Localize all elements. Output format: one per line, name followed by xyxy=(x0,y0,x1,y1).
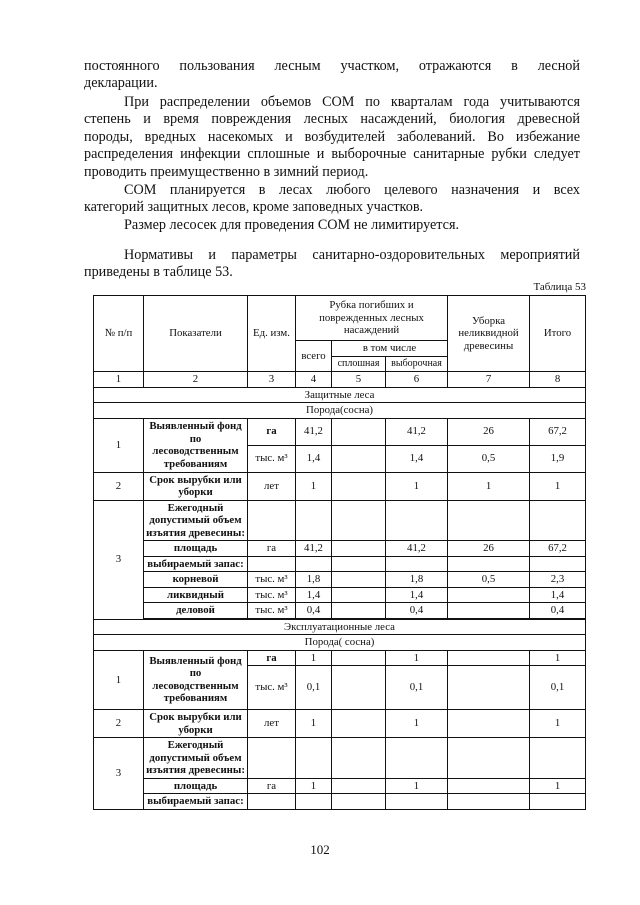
text-line: распределения инфекции сплошные и выборочные санитарные рубки следует xyxy=(84,146,580,163)
value-cell: 0,1 xyxy=(386,666,448,710)
unit-cell: га xyxy=(248,541,296,557)
unit-cell: лет xyxy=(248,472,296,500)
column-number: 2 xyxy=(144,372,248,388)
value-cell: 1 xyxy=(386,472,448,500)
value-cell xyxy=(332,472,386,500)
value-cell xyxy=(448,587,530,603)
value-cell xyxy=(448,603,530,619)
value-cell: 41,2 xyxy=(386,541,448,557)
value-cell: 1,4 xyxy=(296,587,332,603)
text-line: категорий защитных лесов, кроме заповедных участков. xyxy=(84,199,424,216)
section-title: Защитные леса xyxy=(94,387,586,403)
paragraph-4 xyxy=(84,217,580,234)
value-cell: 0,4 xyxy=(296,603,332,619)
value-cell: 1 xyxy=(386,778,448,794)
unit-cell: лет xyxy=(248,710,296,738)
value-cell: 1 xyxy=(296,778,332,794)
sub-label: выбираемый запас: xyxy=(144,794,248,810)
value-cell: 0,4 xyxy=(530,603,586,619)
value-cell: 0,1 xyxy=(296,666,332,710)
unit-cell: тыс. м³ xyxy=(248,445,296,472)
header-unit: Ед. изм. xyxy=(248,296,296,372)
value-cell: 1 xyxy=(296,710,332,738)
sub-label: выбираемый запас: xyxy=(144,556,248,572)
value-cell xyxy=(332,666,386,710)
value-cell: 0,4 xyxy=(386,603,448,619)
value-cell: 1 xyxy=(296,472,332,500)
row-number: 2 xyxy=(94,472,144,500)
header-indicator: Показатели xyxy=(144,296,248,372)
value-cell xyxy=(448,650,530,666)
value-cell xyxy=(448,778,530,794)
value-cell: 1,9 xyxy=(530,445,586,472)
column-number: 8 xyxy=(530,372,586,388)
table-caption: Таблица 53 xyxy=(533,281,586,293)
row-label: Ежегодный допустимый объем изъятия древесины: xyxy=(144,738,248,779)
value-cell: 26 xyxy=(448,541,530,557)
sub-label: корневой xyxy=(144,572,248,588)
value-cell: 1 xyxy=(530,778,586,794)
row-number: 3 xyxy=(94,738,144,810)
value-cell: 41,2 xyxy=(386,418,448,445)
value-cell xyxy=(332,418,386,445)
text-line: проводить преимущественно в зимний период. xyxy=(84,163,369,180)
row-label: Выявленный фонд по лесоводственным требованиям xyxy=(144,650,248,710)
text-line: При распределении объемов СОМ по кварталам года учитываются xyxy=(124,94,580,110)
column-number: 3 xyxy=(248,372,296,388)
paragraph-3 xyxy=(84,182,580,217)
value-cell: 0,5 xyxy=(448,572,530,588)
value-cell: 1,8 xyxy=(296,572,332,588)
header-cleanup: Уборка неликвидной древесины xyxy=(448,296,530,372)
value-cell: 1 xyxy=(448,472,530,500)
text-line: постоянного пользования лесным участком, отражаются в лесной xyxy=(84,58,580,74)
header-total: Итого xyxy=(530,296,586,372)
header-total-all: всего xyxy=(296,341,332,372)
value-cell: 1 xyxy=(530,710,586,738)
row-number: 3 xyxy=(94,500,144,619)
row-label: Ежегодный допустимый объем изъятия древесины: xyxy=(144,500,248,541)
text-line: декларации. xyxy=(84,75,158,92)
header-including: в том числе xyxy=(332,341,448,357)
column-number: 4 xyxy=(296,372,332,388)
value-cell: 1 xyxy=(386,710,448,738)
breed-title: Порода(сосна) xyxy=(94,403,586,419)
value-cell: 2,3 xyxy=(530,572,586,588)
unit-cell: га xyxy=(248,418,296,445)
value-cell xyxy=(332,445,386,472)
sub-label: площадь xyxy=(144,778,248,794)
section-title: Эксплуатационные леса xyxy=(94,619,586,635)
column-number: 6 xyxy=(386,372,448,388)
text-line: Размер лесосек для проведения СОМ не лимитируется. xyxy=(124,217,460,233)
unit-cell: тыс. м³ xyxy=(248,572,296,588)
value-cell xyxy=(332,650,386,666)
value-cell xyxy=(448,710,530,738)
column-number: 7 xyxy=(448,372,530,388)
unit-cell: га xyxy=(248,650,296,666)
unit-cell: тыс. м³ xyxy=(248,603,296,619)
value-cell: 1 xyxy=(530,650,586,666)
paragraph-5 xyxy=(84,247,580,282)
value-cell: 0,1 xyxy=(530,666,586,710)
value-cell: 1,8 xyxy=(386,572,448,588)
sub-label: площадь xyxy=(144,541,248,557)
unit-cell: тыс. м³ xyxy=(248,666,296,710)
row-label: Выявленный фонд по лесоводственным требованиям xyxy=(144,418,248,472)
text-line: СОМ планируется в лесах любого целевого назначения и всех xyxy=(124,182,580,198)
value-cell: 1 xyxy=(296,650,332,666)
value-cell: 41,2 xyxy=(296,541,332,557)
unit-cell: тыс. м³ xyxy=(248,587,296,603)
breed-title: Порода( сосна) xyxy=(94,635,586,651)
row-number: 1 xyxy=(94,650,144,710)
paragraph-2 xyxy=(84,94,580,181)
value-cell: 1,4 xyxy=(530,587,586,603)
column-number: 5 xyxy=(332,372,386,388)
value-cell: 67,2 xyxy=(530,541,586,557)
row-number: 2 xyxy=(94,710,144,738)
value-cell: 1,4 xyxy=(386,587,448,603)
text-line: Нормативы и параметры санитарно-оздоровительных мероприятий xyxy=(124,247,580,263)
row-label: Срок вырубки или уборки xyxy=(144,472,248,500)
value-cell xyxy=(448,666,530,710)
header-num: № п/п xyxy=(94,296,144,372)
value-cell: 1,4 xyxy=(296,445,332,472)
text-line: степень и время повреждения лесных насаждений, биология древесной xyxy=(84,111,580,128)
header-felling: Рубка погибших и поврежденных лесных насаждений xyxy=(296,296,448,341)
value-cell: 67,2 xyxy=(530,418,586,445)
sub-label: ликвидный xyxy=(144,587,248,603)
value-cell: 1 xyxy=(530,472,586,500)
value-cell xyxy=(332,710,386,738)
value-cell: 1,4 xyxy=(386,445,448,472)
value-cell: 41,2 xyxy=(296,418,332,445)
row-number: 1 xyxy=(94,418,144,472)
header-selective-cut: выборочная xyxy=(386,356,448,372)
sub-label: деловой xyxy=(144,603,248,619)
text-line: породы, вредных насекомых и возбудителей заболеваний. Во избежание xyxy=(84,128,580,145)
column-number: 1 xyxy=(94,372,144,388)
page-number: 102 xyxy=(310,842,330,857)
unit-cell: га xyxy=(248,778,296,794)
paragraph-1 xyxy=(84,58,580,93)
value-cell: 0,5 xyxy=(448,445,530,472)
text-line: приведены в таблице 53. xyxy=(84,264,233,281)
value-cell: 1 xyxy=(386,650,448,666)
row-label: Срок вырубки или уборки xyxy=(144,710,248,738)
sanitary-measures-table xyxy=(93,295,586,810)
header-clear-cut: сплошная xyxy=(332,356,386,372)
value-cell: 26 xyxy=(448,418,530,445)
